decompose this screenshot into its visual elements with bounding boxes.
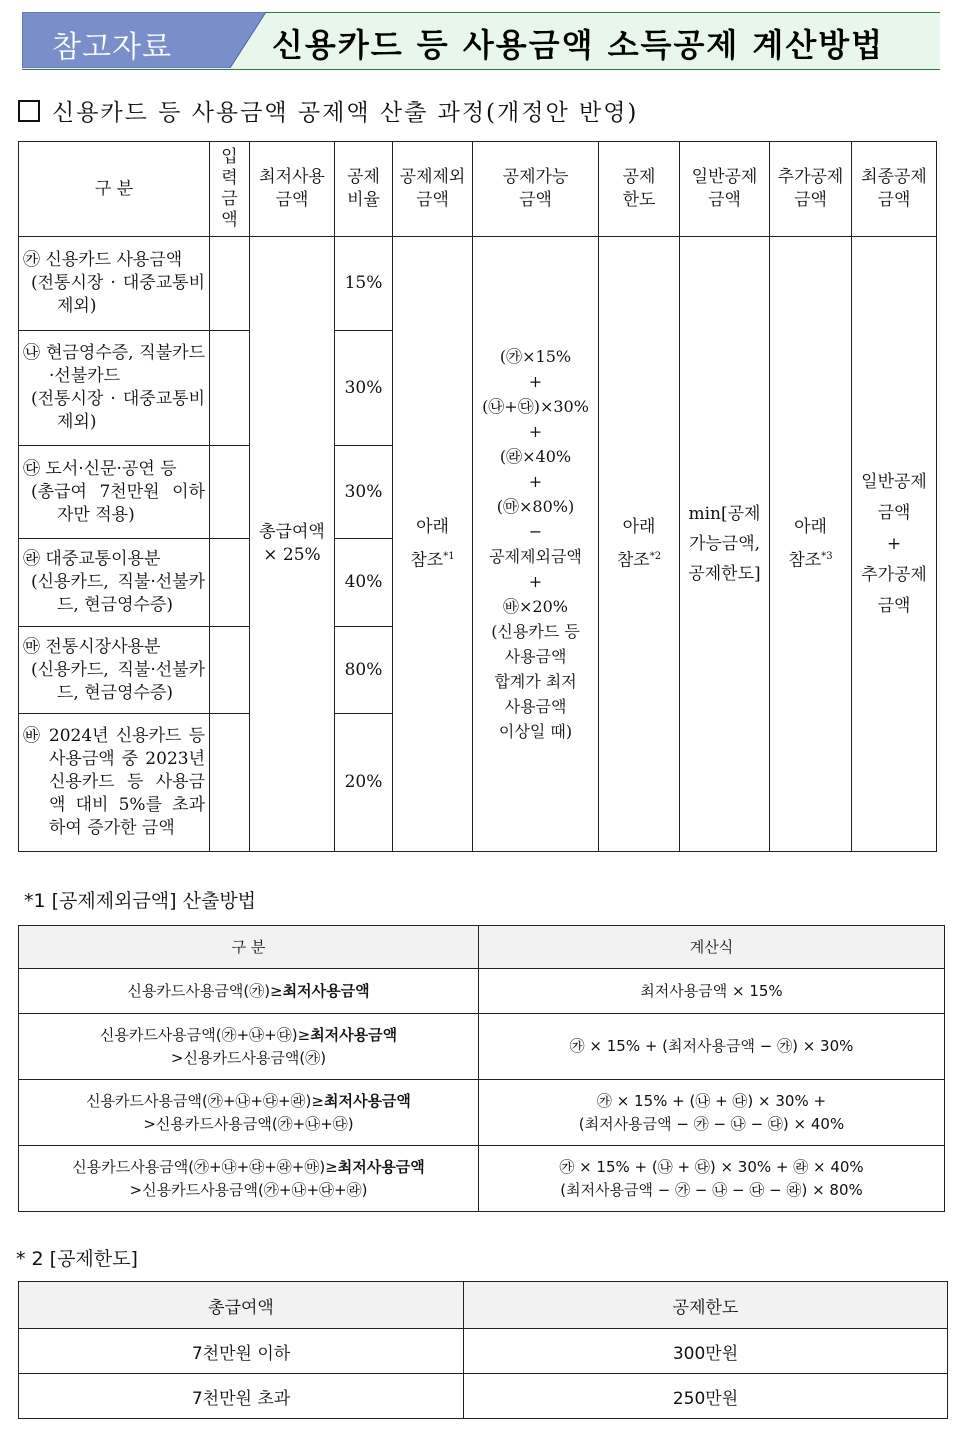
possible-formula-line: 사용금액 [504,647,567,666]
header-additional [770,142,852,237]
condition-text-2: >신용카드사용금액(㉮+㉯+㉰+㉱) [129,1180,368,1199]
row-mark: ㉳ [23,726,42,746]
section-title-text: 신용카드 등 사용금액 공제액 산출 과정(개정안 반영) [52,100,639,126]
row-text: 2024년 신용카드 등 사용금액 중 2023년 신용카드 등 사용금액 대비 5%를 초과하여 증가한 금액 [48,726,206,838]
header-excluded [393,142,473,237]
reference-tag-label: 참고자료 [52,30,172,65]
possible-cell [473,237,599,852]
header-banner [22,12,940,68]
row-sub: (신용카드, 직불·선불카드, 현금영수증) [31,659,205,703]
row-category [19,237,210,331]
row-sub: (전통시장 · 대중교통비 제외) [31,389,205,432]
final-line5: 금액 [877,595,911,616]
possible-formula-line: (㉱×40% [499,447,572,466]
condition-text: 신용카드사용금액(㉮+㉯+㉰+㉱+㉲)≥ [72,1157,338,1176]
section-title [18,94,638,127]
row-sub: (신용카드, 직불·선불카드, 현금영수증) [31,572,205,615]
formula-line1: ㉮ × 15% + (㉯ + ㉰) × 30% + ㉱ × 40% [559,1157,864,1176]
header-limit [599,142,680,237]
condition-text: 신용카드사용금액(㉮+㉯+㉰+㉱)≥ [86,1091,324,1110]
row-text: 현금영수증, 직불카드·선불카드 [46,343,205,386]
possible-formula-line: + [528,572,543,591]
header-input [210,142,250,237]
page-title: 신용카드 등 사용금액 소득공제 계산방법 [272,26,885,64]
limit-line1: 아래 [622,517,656,538]
excluded-line2: 참조 [410,550,444,571]
limit-cell: 300만원 [464,1329,948,1374]
deduction-process-table [18,141,937,852]
condition-bold: 최저사용금액 [337,1157,425,1176]
row-rate: 30% [335,331,393,446]
excluded-line1: 아래 [416,517,449,538]
header-general-text: 일반공제금액 [691,167,758,210]
note1-title: *1 [공제제외금액] 산출방법 [24,890,257,912]
formula-line2: (최저사용금액 − ㉮ − ㉯ − ㉰) × 40% [578,1114,845,1133]
header-possible-text: 공제가능금액 [502,167,569,210]
final-line4: 추가공제 [861,564,927,585]
formula-cell: ㉮ × 15% + (최저사용금액 − ㉮) × 30% [479,1014,945,1080]
salary-cell: 7천만원 초과 [19,1374,464,1419]
condition-bold: 최저사용금액 [282,981,370,1000]
header-rate [335,142,393,237]
header-min-use [250,142,335,237]
row-rate: 30% [335,446,393,539]
header-min-use-text: 최저사용금액 [259,167,325,210]
row-text: 도서·신문·공연 등 [45,458,177,479]
condition-bold: 최저사용금액 [323,1091,411,1110]
table-header-row [19,142,937,237]
final-line1: 일반공제 [861,471,927,492]
row-mark: ㉮ [23,250,40,270]
row-input [210,714,250,852]
possible-formula-line: + [528,372,543,391]
possible-formula-line: 공제제외금액 [489,547,582,566]
reference-tag [22,12,260,68]
general-line2: 가능금액, [688,534,761,554]
row-sub: (전통시장 · 대중교통비 제외) [31,273,205,316]
row-input [210,331,250,446]
general-line3: 공제한도] [688,564,761,584]
note2-title: * 2 [공제한도] [16,1248,138,1270]
salary-cell: 7천만원 이하 [19,1329,464,1374]
table-row [19,1329,948,1374]
condition-text: 신용카드사용금액(㉮)≥ [127,981,283,1000]
additional-line2: 참조 [788,550,822,571]
final-line2: 금액 [877,502,911,523]
row-category [19,539,210,627]
possible-formula-line: − [528,522,543,541]
header-limit-text: 공제한도 [622,167,656,210]
row-text: 신용카드 사용금액 [45,250,183,270]
possible-formula-line: (㉲×80%) [496,497,575,516]
row-input [210,446,250,539]
header-additional-text: 추가공제금액 [777,167,844,210]
row-sub: (총급여 7천만원 이하자만 적용) [31,481,205,525]
row-rate: 80% [335,627,393,714]
header-final [852,142,937,237]
row-category [19,446,210,539]
header-formula: 계산식 [479,926,945,969]
table-row [19,1014,945,1080]
row-input [210,237,250,331]
row-rate: 40% [335,539,393,627]
possible-formula-line: + [528,422,543,441]
table-header-row [19,1282,948,1329]
header-category: 구 분 [19,926,479,969]
row-mark: ㉲ [23,636,40,657]
min-use-line1: 총급여액 [259,522,325,542]
row-mark: ㉯ [23,343,41,363]
final-cell [852,237,937,852]
row-text: 전통시장사용분 [45,636,161,657]
row-input [210,539,250,627]
row-category [19,714,210,852]
table-row [19,1374,948,1419]
header-input-text: 입력금액 [221,146,238,230]
excluded-cell [393,237,473,852]
possible-formula-line: (㉯+㉰)×30% [482,397,589,416]
table-header-row [19,926,945,969]
possible-formula-line: (신용카드 등 [491,622,580,641]
formula-cell [479,1080,945,1146]
limit-line2: 참조 [616,550,650,571]
possible-formula-line: + [528,472,543,491]
row-category [19,331,210,446]
condition-cell [19,1014,479,1080]
row-input [210,627,250,714]
general-cell [680,237,770,852]
formula-line1: ㉮ × 15% + (㉯ + ㉰) × 30% + [596,1091,827,1110]
row-rate: 15% [335,237,393,331]
condition-cell [19,1146,479,1212]
excluded-amount-table [18,925,945,1212]
table-row [19,237,937,331]
row-rate: 20% [335,714,393,852]
limit-cell [599,237,680,852]
additional-note: *3 [821,551,833,563]
additional-line1: 아래 [794,517,827,538]
possible-formula-line: (㉮×15% [499,347,572,366]
possible-formula-line: ㉳×20% [503,597,568,616]
condition-bold: 최저사용금액 [310,1025,398,1044]
condition-cell [19,1080,479,1146]
limit-cell: 250만원 [464,1374,948,1419]
row-mark: ㉱ [23,549,40,569]
condition-text-2: >신용카드사용금액(㉮+㉯+㉰) [143,1114,354,1133]
condition-text-2: >신용카드사용금액(㉮) [170,1048,327,1067]
formula-line2: (최저사용금액 − ㉮ − ㉯ − ㉰ − ㉱) × 80% [560,1180,863,1199]
possible-formula-line: 이상일 때) [498,722,573,741]
table-row [19,969,945,1014]
excluded-note: *1 [443,551,455,563]
header-limit: 공제한도 [464,1282,948,1329]
header-final-text: 최종공제금액 [861,167,927,210]
min-use-cell [250,237,335,852]
header-possible [473,142,599,237]
formula-cell: 최저사용금액 × 15% [479,969,945,1014]
header-rate-text: 공제비율 [347,167,380,210]
possible-formula-line: 합계가 최저 [494,672,577,691]
additional-cell [770,237,852,852]
row-mark: ㉰ [23,458,40,479]
header-general [680,142,770,237]
checkbox-square-icon [18,100,40,122]
possible-formula-line: 사용금액 [504,697,567,716]
min-use-line2: × 25% [263,545,321,565]
limit-note: *2 [649,551,662,563]
row-category [19,627,210,714]
header-salary: 총급여액 [19,1282,464,1329]
header-excluded-text: 공제제외금액 [399,167,466,210]
table-row [19,1146,945,1212]
header-category: 구 분 [19,142,210,237]
deduction-limit-table [18,1281,948,1419]
final-line3: + [886,533,902,554]
row-text: 대중교통이용분 [45,549,161,569]
formula-cell [479,1146,945,1212]
condition-text: 신용카드사용금액(㉮+㉯+㉰)≥ [99,1025,311,1044]
condition-cell [19,969,479,1014]
table-row [19,1080,945,1146]
general-line1: min[공제 [688,504,761,524]
